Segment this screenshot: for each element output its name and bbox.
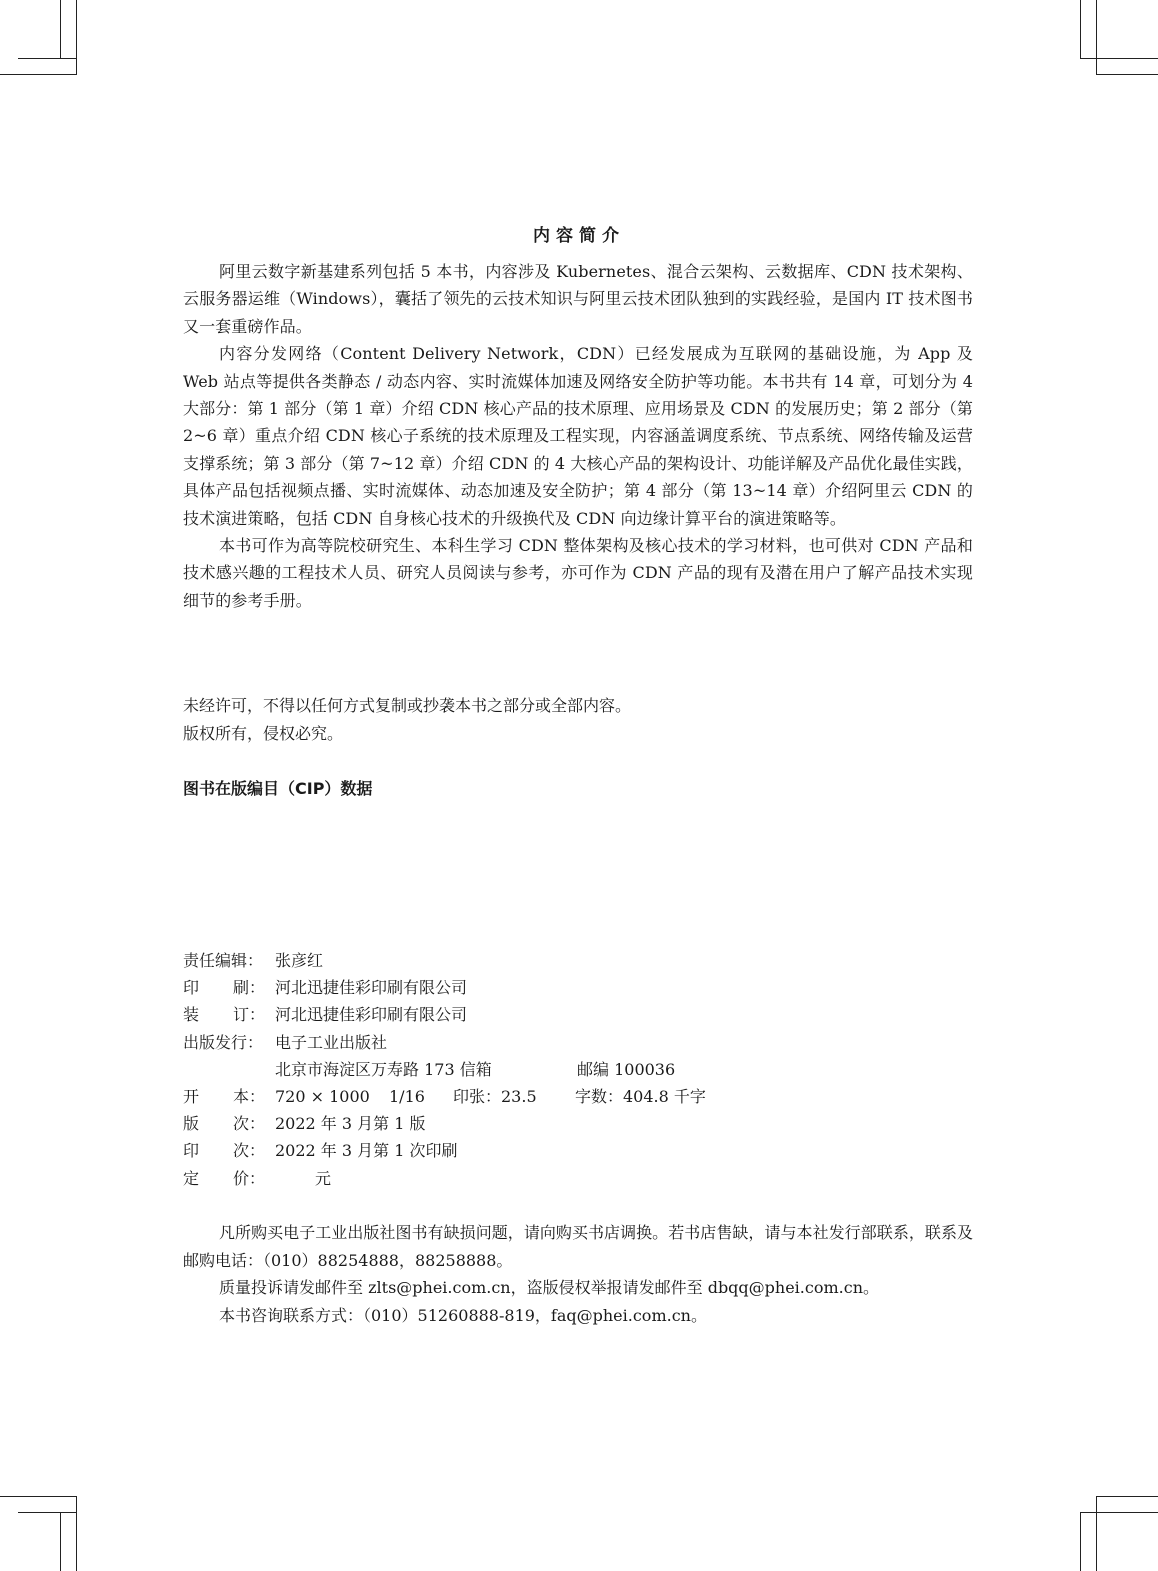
credit-label-a: 装 bbox=[183, 1005, 200, 1025]
crop-mark-bottom-right-v2 bbox=[1096, 1496, 1097, 1571]
publisher-postcode: 邮编 100036 bbox=[577, 1059, 676, 1079]
crop-mark-top-left-h bbox=[18, 58, 77, 59]
credit-row-printer bbox=[183, 974, 468, 1001]
book-sheets: 印张：23.5 bbox=[453, 1086, 537, 1106]
publisher-address: 北京市海淀区万寿路 173 信箱 bbox=[275, 1059, 492, 1079]
contact-section bbox=[183, 1219, 973, 1329]
credit-label-a: 印 bbox=[183, 978, 200, 998]
credit-row-format bbox=[183, 1083, 706, 1110]
crop-mark-bottom-left-h2 bbox=[18, 1512, 77, 1513]
credit-label-b: 刷： bbox=[232, 978, 265, 998]
crop-mark-top-left-h2 bbox=[0, 74, 77, 75]
crop-mark-top-left-v2 bbox=[60, 0, 61, 58]
credit-label-a: 版 bbox=[183, 1114, 200, 1134]
intro-paragraph: 内容分发网络（Content Delivery Network，CDN）已经发展成为互联网的基础设施，为 App 及 Web 站点等提供各类静态 / 动态内容、实时流媒体加速及网络安全防护等功能。本书共有 14 章，可划分为 4 大部分：第 1 部分（第 1 章）介绍 CDN 核心产品的技术原理、应用场景及 CDN 的发展历史；第 2 部分（第 2~6 章）重点介绍 CDN 核心子系统的技术原理及工程实现，内容涵盖调度系统、节点系统、网络传输及运营支撑系统；第 3 部分（第 7~12 章）介绍 CDN 的 4 大核心产品的架构设计、功能详解及产品优化最佳实践，具体产品包括视频点播、实时流媒体、动态加速及安全防护；第 4 部分（第 13~14 章）介绍阿里云 CDN 的技术演进策略，包括 CDN 自身核心技术的升级换代及 CDN 向边缘计算平台的演进策略等。 bbox=[183, 344, 973, 528]
credit-row-binder bbox=[183, 1001, 468, 1028]
credit-row-address bbox=[183, 1056, 676, 1083]
credit-label-b: 本： bbox=[232, 1086, 265, 1106]
cip-heading: 图书在版编目（CIP）数据 bbox=[183, 779, 373, 798]
intro-paragraph: 阿里云数字新基建系列包括 5 本书，内容涉及 Kubernetes、混合云架构、云数据库、CDN 技术架构、云服务器运维（Windows），囊括了领先的云技术知识与阿里云技术团队独到的实践经验，是国内 IT 技术图书又一套重磅作品。 bbox=[183, 262, 973, 336]
credit-label-b: 价： bbox=[232, 1168, 265, 1188]
crop-mark-top-right-h bbox=[1096, 74, 1158, 75]
crop-mark-bottom-right-v bbox=[1080, 1512, 1081, 1571]
crop-mark-bottom-right-h bbox=[1080, 1512, 1158, 1513]
intro-paragraph: 本书可作为高等院校研究生、本科生学习 CDN 整体架构及核心技术的学习材料，也可供对 CDN 产品和技术感兴趣的工程技术人员、研究人员阅读与参考，亦可作为 CDN 产品的现有及潜在用户了解产品技术实现细节的参考手册。 bbox=[183, 536, 973, 610]
book-folio: 1/16 bbox=[389, 1086, 425, 1106]
book-wordcount: 字数：404.8 千字 bbox=[575, 1086, 706, 1106]
credits-block bbox=[183, 947, 706, 1192]
crop-mark-top-left-v bbox=[76, 0, 77, 75]
crop-mark-bottom-right-h2 bbox=[1096, 1496, 1158, 1497]
credit-label: 责任编辑： bbox=[183, 951, 264, 970]
contact-paragraph: 本书咨询联系方式：（010）51260888-819，faq@phei.com.cn。 bbox=[219, 1305, 707, 1325]
credit-value: 张彦红 bbox=[275, 951, 324, 970]
credit-label-b: 次： bbox=[232, 1141, 265, 1161]
credit-label-a: 定 bbox=[183, 1168, 200, 1188]
crop-mark-bottom-left-v2 bbox=[76, 1496, 77, 1571]
credit-value: 2022 年 3 月第 1 次印刷 bbox=[275, 1141, 458, 1161]
crop-mark-bottom-left-v bbox=[60, 1512, 61, 1571]
credit-value: 河北迅捷佳彩印刷有限公司 bbox=[275, 978, 468, 998]
notice-line: 版权所有，侵权必究。 bbox=[183, 724, 344, 743]
credit-value: 电子工业出版社 bbox=[275, 1032, 388, 1052]
credit-label: 出版发行： bbox=[183, 1032, 264, 1052]
credit-value: 2022 年 3 月第 1 版 bbox=[275, 1114, 426, 1134]
credit-row-edition bbox=[183, 1110, 426, 1137]
credit-row-publisher bbox=[183, 1029, 388, 1056]
notice-line: 未经许可，不得以任何方式复制或抄袭本书之部分或全部内容。 bbox=[183, 696, 632, 715]
intro-section bbox=[183, 258, 973, 614]
credit-row-editor bbox=[183, 947, 324, 974]
crop-mark-top-right-v2 bbox=[1080, 0, 1081, 58]
contact-paragraph: 凡所购买电子工业出版社图书有缺损问题，请向购买书店调换。若书店售缺，请与本社发行部联系，联系及邮购电话：（010）88254888，88258888。 bbox=[183, 1223, 973, 1270]
contact-paragraph: 质量投诉请发邮件至 zlts@phei.com.cn，盗版侵权举报请发邮件至 dbqq@phei.com.cn。 bbox=[219, 1278, 880, 1297]
credit-label-b: 次： bbox=[232, 1114, 265, 1134]
book-format: 720 × 1000 bbox=[275, 1086, 370, 1106]
crop-mark-bottom-left-h bbox=[0, 1496, 77, 1497]
copyright-notice bbox=[183, 692, 631, 748]
credit-label-a: 印 bbox=[183, 1141, 200, 1161]
credit-label-b: 订： bbox=[232, 1005, 265, 1025]
credit-label-a: 开 bbox=[183, 1086, 200, 1106]
credit-row-price bbox=[183, 1165, 332, 1192]
page-title: 内容简介 bbox=[533, 226, 625, 246]
crop-mark-top-right-h2 bbox=[1080, 58, 1158, 59]
book-price: 元 bbox=[315, 1168, 332, 1188]
credit-value: 河北迅捷佳彩印刷有限公司 bbox=[275, 1005, 468, 1025]
crop-mark-top-right-v bbox=[1096, 0, 1097, 75]
credit-row-impression bbox=[183, 1137, 458, 1164]
